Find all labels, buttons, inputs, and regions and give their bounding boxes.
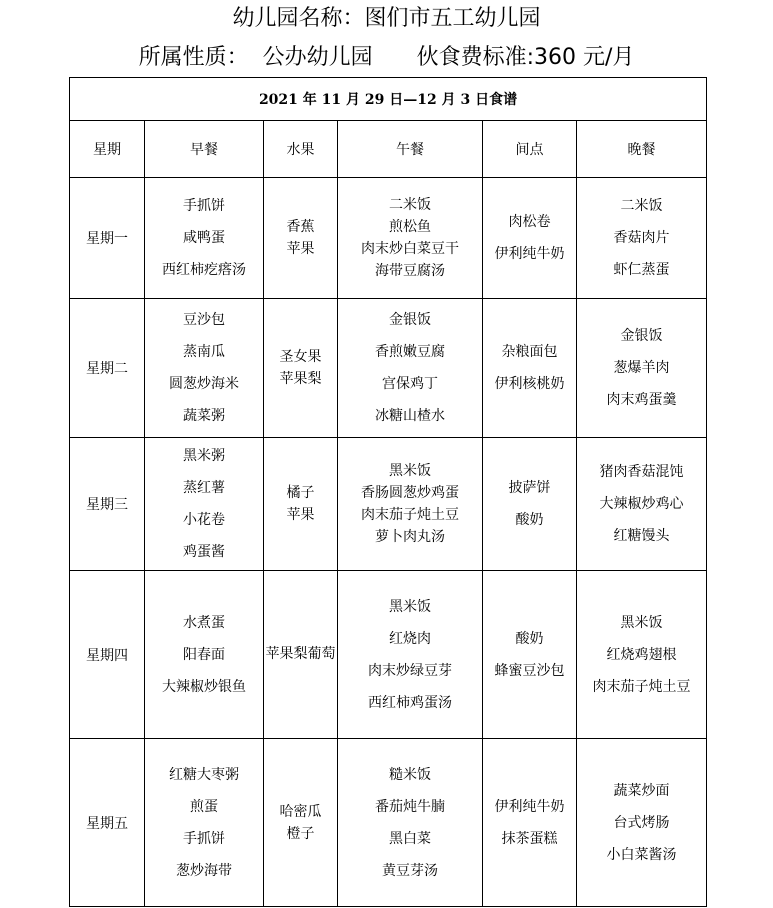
lunch-item: 番茄炖牛腩 [375,798,445,815]
dinner-cell [577,299,707,438]
lunch-item: 糙米饭 [389,766,431,783]
snack-cell [483,299,577,438]
breakfast-cell [145,178,264,299]
snack-cell [483,438,577,571]
lunch-cell [338,178,483,299]
snack-cell [483,571,577,739]
dinner-item: 虾仁蒸蛋 [613,262,670,278]
fruit-cell [264,571,338,739]
lunch-item: 香肠圆葱炒鸡蛋 [361,485,459,501]
dinner-cell [577,739,707,907]
column-header-breakfast: 早餐 [145,121,264,178]
snack-cell [483,178,577,299]
fruit-item: 苹果 [286,507,315,523]
column-header-fruit: 水果 [264,121,338,178]
breakfast-item: 鸡蛋酱 [183,544,225,560]
column-header-dinner: 晚餐 [577,121,707,178]
breakfast-item: 西红柿疙瘩汤 [162,262,246,278]
breakfast-item: 咸鸭蛋 [183,230,225,246]
dinner-item: 红糖馒头 [613,528,670,544]
snack-cell [483,739,577,907]
lunch-item: 二米饭 [389,197,431,213]
dinner-item: 猪肉香菇混饨 [599,464,684,480]
menu-row [70,571,707,739]
fruit-item: 苹果梨 [279,371,322,387]
breakfast-item: 水煮蛋 [183,614,225,631]
lunch-item: 肉末茄子炖土豆 [361,507,459,523]
breakfast-item: 手抓饼 [183,198,225,214]
fruit-cell [264,739,338,907]
fruit-item: 香蕉 [286,219,315,235]
dinner-item: 肉末茄子炖土豆 [592,678,691,695]
snack-item: 伊利核桃奶 [494,376,565,392]
breakfast-item: 阳春面 [183,646,225,663]
breakfast-cell [145,739,264,907]
lunch-item: 海带豆腐汤 [375,263,445,279]
menu-row [70,739,707,907]
dinner-cell [577,571,707,739]
snack-item: 伊利纯牛奶 [494,798,565,815]
fruit-item: 橙子 [286,825,315,842]
breakfast-cell [145,438,264,571]
fruit-item: 苹果 [286,241,315,257]
breakfast-item: 蔬菜粥 [183,408,225,424]
breakfast-item: 圆葱炒海米 [169,376,239,392]
dinner-item: 蔬菜炒面 [613,782,670,799]
breakfast-item: 蒸南瓜 [183,344,225,360]
dinner-item: 二米饭 [620,198,663,214]
dinner-item: 金银饭 [620,328,663,344]
dinner-item: 香菇肉片 [613,230,670,246]
nature-value: 公办幼儿园 [262,45,373,70]
snack-item: 酸奶 [515,630,544,647]
day-cell: 星期三 [70,438,145,571]
breakfast-item: 大辣椒炒银鱼 [162,678,246,695]
day-cell: 星期一 [70,178,145,299]
menu-row [70,299,707,438]
snack-item: 披萨饼 [508,480,551,496]
snack-item: 伊利纯牛奶 [494,246,565,262]
lunch-cell [338,299,483,438]
breakfast-item: 豆沙包 [183,312,225,328]
breakfast-item: 蒸红薯 [183,480,225,496]
lunch-item: 香煎嫩豆腐 [375,344,445,360]
breakfast-item: 红糖大枣粥 [169,766,239,783]
dinner-cell [577,178,707,299]
breakfast-cell [145,299,264,438]
column-header-snack: 间点 [483,121,577,178]
fruit-cell [264,178,338,299]
lunch-item: 黑白菜 [389,830,431,847]
snack-item: 肉松卷 [508,214,551,230]
breakfast-item: 葱炒海带 [176,862,232,879]
lunch-item: 红烧肉 [389,630,431,647]
day-cell: 星期二 [70,299,145,438]
breakfast-item: 黑米粥 [183,448,225,464]
lunch-item: 黑米饭 [389,463,431,479]
fruit-cell [264,438,338,571]
dinner-item: 肉末鸡蛋羹 [606,392,677,408]
fruit-item: 苹果梨葡萄 [265,646,336,662]
breakfast-cell [145,571,264,739]
dinner-item: 小白菜酱汤 [606,846,677,863]
dinner-item: 黑米饭 [620,614,663,631]
fruit-cell [264,299,338,438]
menu-row [70,178,707,299]
menu-row [70,438,707,571]
lunch-item: 黄豆芽汤 [382,862,438,879]
snack-item: 杂粮面包 [501,344,558,360]
lunch-item: 黑米饭 [389,598,431,615]
dinner-item: 红烧鸡翅根 [606,646,677,663]
snack-item: 酸奶 [515,512,544,528]
weekly-menu-table [69,77,707,907]
lunch-item: 肉末炒绿豆芽 [368,662,452,679]
day-cell: 星期四 [70,571,145,739]
breakfast-item: 小花卷 [183,512,225,528]
lunch-item: 煎松鱼 [389,219,431,235]
dinner-item: 葱爆羊肉 [613,360,670,376]
fee-standard: 伙食费标准:360 元/月 [416,45,635,70]
fruit-item: 橘子 [286,485,315,501]
column-header-day: 星期 [70,121,145,178]
breakfast-item: 煎蛋 [190,798,218,815]
menu-caption: 2021 年 11 月 29 日—12 月 3 日食谱 [70,78,707,121]
day-cell: 星期五 [70,739,145,907]
lunch-cell [338,438,483,571]
lunch-item: 肉末炒白菜豆干 [361,241,459,257]
dinner-item: 台式烤肠 [613,814,670,831]
lunch-item: 西红柿鸡蛋汤 [368,694,452,711]
lunch-item: 萝卜肉丸汤 [375,529,445,545]
fruit-item: 圣女果 [279,349,322,365]
lunch-item: 宫保鸡丁 [382,376,438,392]
fruit-item: 哈密瓜 [279,803,322,820]
kindergarten-name: 幼儿园名称：图们市五工幼儿园 [232,6,541,31]
lunch-item: 金银饭 [389,312,431,328]
breakfast-item: 手抓饼 [183,830,225,847]
snack-item: 抹茶蛋糕 [501,830,558,847]
snack-item: 蜂蜜豆沙包 [494,662,565,679]
lunch-cell [338,571,483,739]
dinner-cell [577,438,707,571]
header-info-line [0,45,773,71]
lunch-cell [338,739,483,907]
dinner-item: 大辣椒炒鸡心 [599,496,684,512]
lunch-item: 冰糖山楂水 [375,408,445,424]
column-header-lunch: 午餐 [338,121,483,178]
nature-label: 所属性质： [138,45,249,70]
